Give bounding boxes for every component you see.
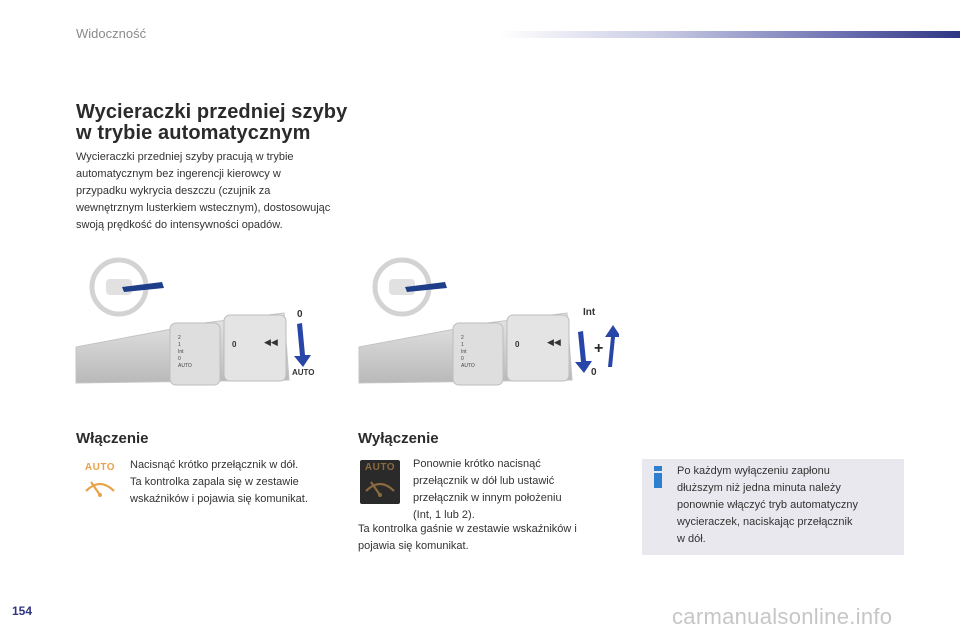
text-line: w dół. <box>677 533 706 545</box>
text-line: dłuższym niż jedna minuta należy <box>677 482 841 494</box>
info-icon <box>650 466 666 488</box>
intro-paragraph <box>76 149 346 234</box>
text-line: Nacisnąć krótko przełącznik w dół. <box>130 459 299 471</box>
text-line: Ponownie krótko nacisnąć <box>413 458 541 470</box>
text-line: Ta kontrolka zapala się w zestawie <box>130 476 299 488</box>
intro-line: przypadku wykrycia deszczu (czujnik za <box>76 185 271 197</box>
text-line: wycieraczek, naciskając przełącznik <box>677 516 853 528</box>
steering-wheel-icon <box>375 260 447 314</box>
section-off-text <box>413 456 613 524</box>
text-line: pojawia się komunikat. <box>358 540 469 552</box>
intro-line: wewnętrznym lusterkiem wstecznym), dostosowując <box>76 202 331 214</box>
info-text <box>677 463 897 548</box>
stalk-zero-label: 0 <box>232 340 237 349</box>
arrow-up-icon <box>605 325 619 367</box>
stalk-label: 0 <box>461 356 464 362</box>
section-on-title: Włączenie <box>76 430 149 447</box>
section-title: Widoczność <box>76 26 147 41</box>
wiper-stalk-on-illustration <box>74 255 336 395</box>
page-title <box>76 102 376 144</box>
arrow-down-icon <box>294 323 311 367</box>
section-off-after-text <box>358 521 618 555</box>
arrow-down-icon <box>575 331 592 373</box>
plus-icon: + <box>594 340 604 357</box>
int-position-label: Int <box>583 307 596 318</box>
stalk-label: 2 <box>461 335 464 341</box>
text-line: wskaźników i pojawia się komunikat. <box>130 493 308 505</box>
header-gradient-bar <box>500 31 960 38</box>
stalk-label: 1 <box>178 342 181 348</box>
text-line: Ta kontrolka gaśnie w zestawie wskaźników i <box>358 523 577 535</box>
intro-line: Wycieraczki przedniej szyby pracują w trybie <box>76 151 294 163</box>
wiper-stalk-off-illustration <box>357 255 619 395</box>
auto-indicator-label: AUTO <box>84 462 116 473</box>
text-line: ponownie włączyć tryb automatyczny <box>677 499 858 511</box>
steering-wheel-icon <box>92 260 164 314</box>
auto-position-label: AUTO <box>292 368 315 377</box>
stalk-label: Int <box>461 349 467 355</box>
auto-indicator-label: AUTO <box>364 462 396 473</box>
stalk-label: 2 <box>178 335 181 341</box>
stalk-label: AUTO <box>178 363 192 369</box>
text-line: Po każdym wyłączeniu zapłonu <box>677 465 830 477</box>
rewind-icon: ◀◀ <box>264 337 278 347</box>
text-line: przełącznik w dół lub ustawić <box>413 475 555 487</box>
wiper-icon <box>80 473 120 501</box>
section-on-text <box>130 457 340 508</box>
stalk-label: 1 <box>461 342 464 348</box>
text-line: (Int, 1 lub 2). <box>413 509 475 521</box>
auto-wiper-indicator-off <box>360 460 400 504</box>
section-off-title: Wyłączenie <box>358 430 439 447</box>
intro-line: automatycznym bez ingerencji kierowcy w <box>76 168 281 180</box>
stalk-label: 0 <box>178 356 181 362</box>
page-title-line2: w trybie automatycznym <box>76 122 311 144</box>
rewind-icon: ◀◀ <box>547 337 561 347</box>
stalk-label: Int <box>178 349 184 355</box>
stalk-zero-label: 0 <box>515 340 520 349</box>
auto-wiper-indicator-on <box>80 462 120 506</box>
stalk-label: AUTO <box>461 363 475 369</box>
text-line: przełącznik w innym położeniu <box>413 492 562 504</box>
position-zero-label: 0 <box>297 309 303 320</box>
wiper-icon <box>360 473 400 501</box>
page-number: 154 <box>12 604 33 618</box>
watermark: carmanualsonline.info <box>672 604 893 629</box>
intro-line: swoją prędkość do intensywności opadów. <box>76 219 283 231</box>
position-zero-label: 0 <box>591 367 597 378</box>
page-title-line1: Wycieraczki przedniej szyby <box>76 101 348 123</box>
